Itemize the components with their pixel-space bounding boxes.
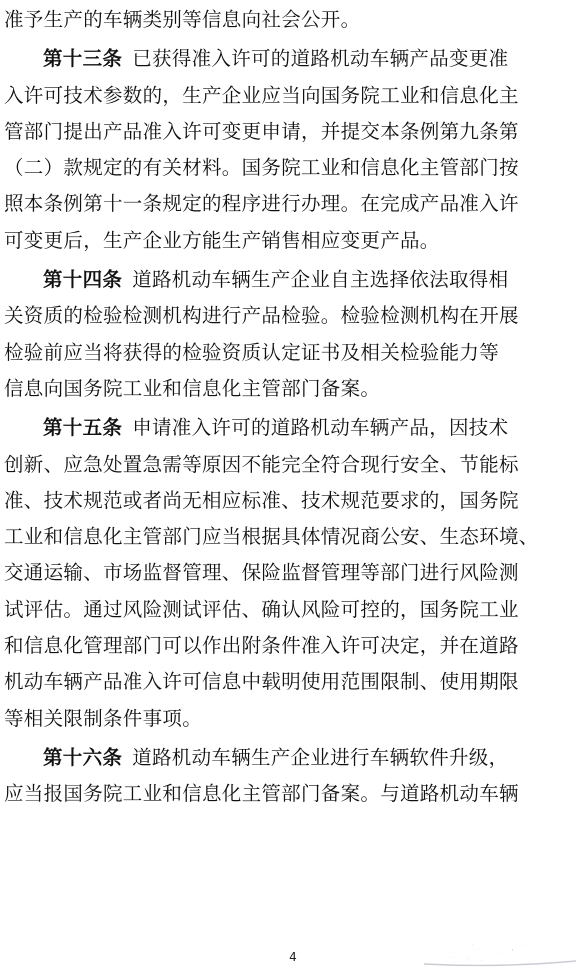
line-text: 检验前应当将获得的检验资质认定证书及相关检验能力等 <box>4 340 500 364</box>
text-line <box>4 223 580 259</box>
text-line <box>4 262 580 298</box>
line-text: 管部门提出产品准入许可变更申请，并提交本条例第九条第 <box>4 119 519 143</box>
text-line <box>4 740 580 776</box>
text-line <box>4 447 580 483</box>
text-line <box>4 2 580 38</box>
line-text: 等相关限制条件事项。 <box>4 706 203 730</box>
line-text: 已获得准入许可的道路机动车辆产品变更准 <box>132 47 509 71</box>
text-line <box>4 410 580 446</box>
line-text: 试评估。通过风险测试评估、确认风险可控的，国务院工业 <box>4 597 519 621</box>
text-line <box>4 41 580 77</box>
text-line <box>4 776 580 812</box>
line-text: 关资质的检验检测机构进行产品检验。检验检测机构在开展 <box>4 304 519 328</box>
article-number: 第十六条 <box>43 745 123 769</box>
article-number: 第十四条 <box>43 268 123 292</box>
page-number: 4 <box>289 950 297 964</box>
text-line <box>4 664 580 700</box>
text-line <box>4 555 580 591</box>
line-text: 工业和信息化主管部门应当根据具体情况商公安、生态环境、 <box>4 525 539 549</box>
text-line <box>4 628 580 664</box>
line-text: 道路机动车辆生产企业进行车辆软件升级， <box>132 745 509 769</box>
watermark-text: 中国汽车信息网 <box>422 941 569 965</box>
line-text: （二）款规定的有关材料。国务院工业和信息化主管部门按 <box>4 156 519 180</box>
line-text: 创新、应急处置急需等原因不能完全符合现行安全、节能标 <box>4 452 519 476</box>
line-text: 机动车辆产品准入许可信息中载明使用范围限制、使用期限 <box>4 670 519 694</box>
line-text: 可变更后，生产企业方能生产销售相应变更产品。 <box>4 228 440 252</box>
line-text: 道路机动车辆生产企业自主选择依法取得相 <box>132 268 509 292</box>
article-number: 第十三条 <box>43 47 123 71</box>
text-line <box>4 519 580 555</box>
line-text: 应当报国务院工业和信息化主管部门备案。与道路机动车辆 <box>4 782 519 806</box>
line-text: 照本条例第十一条规定的程序进行办理。在完成产品准入许 <box>4 192 519 216</box>
text-line <box>4 701 580 737</box>
text-line <box>4 592 580 628</box>
line-text: 交通运输、市场监督管理、保险监督管理等部门进行风险测 <box>4 561 519 585</box>
text-line <box>4 114 580 150</box>
article-number: 第十五条 <box>43 416 123 440</box>
text-line <box>4 78 580 114</box>
text-line <box>4 483 580 519</box>
line-text: 准予生产的车辆类别等信息向社会公开。 <box>4 8 361 31</box>
watermark-graphic <box>418 937 582 969</box>
text-line <box>4 298 580 334</box>
text-line <box>4 335 580 371</box>
text-line <box>4 150 580 186</box>
line-text: 准、技术规范或者尚无相应标准、技术规范要求的，国务院 <box>4 488 519 512</box>
text-line <box>4 371 580 407</box>
line-text: 和信息化管理部门可以作出附条件准入许可决定，并在道路 <box>4 634 519 658</box>
document-body <box>4 2 580 813</box>
line-text: 入许可技术参数的，生产企业应当向国务院工业和信息化主 <box>4 83 519 107</box>
line-text: 信息向国务院工业和信息化主管部门备案。 <box>4 376 381 400</box>
site-watermark-logo <box>418 937 582 969</box>
text-line <box>4 186 580 222</box>
line-text: 申请准入许可的道路机动车辆产品，因技术 <box>132 416 509 440</box>
